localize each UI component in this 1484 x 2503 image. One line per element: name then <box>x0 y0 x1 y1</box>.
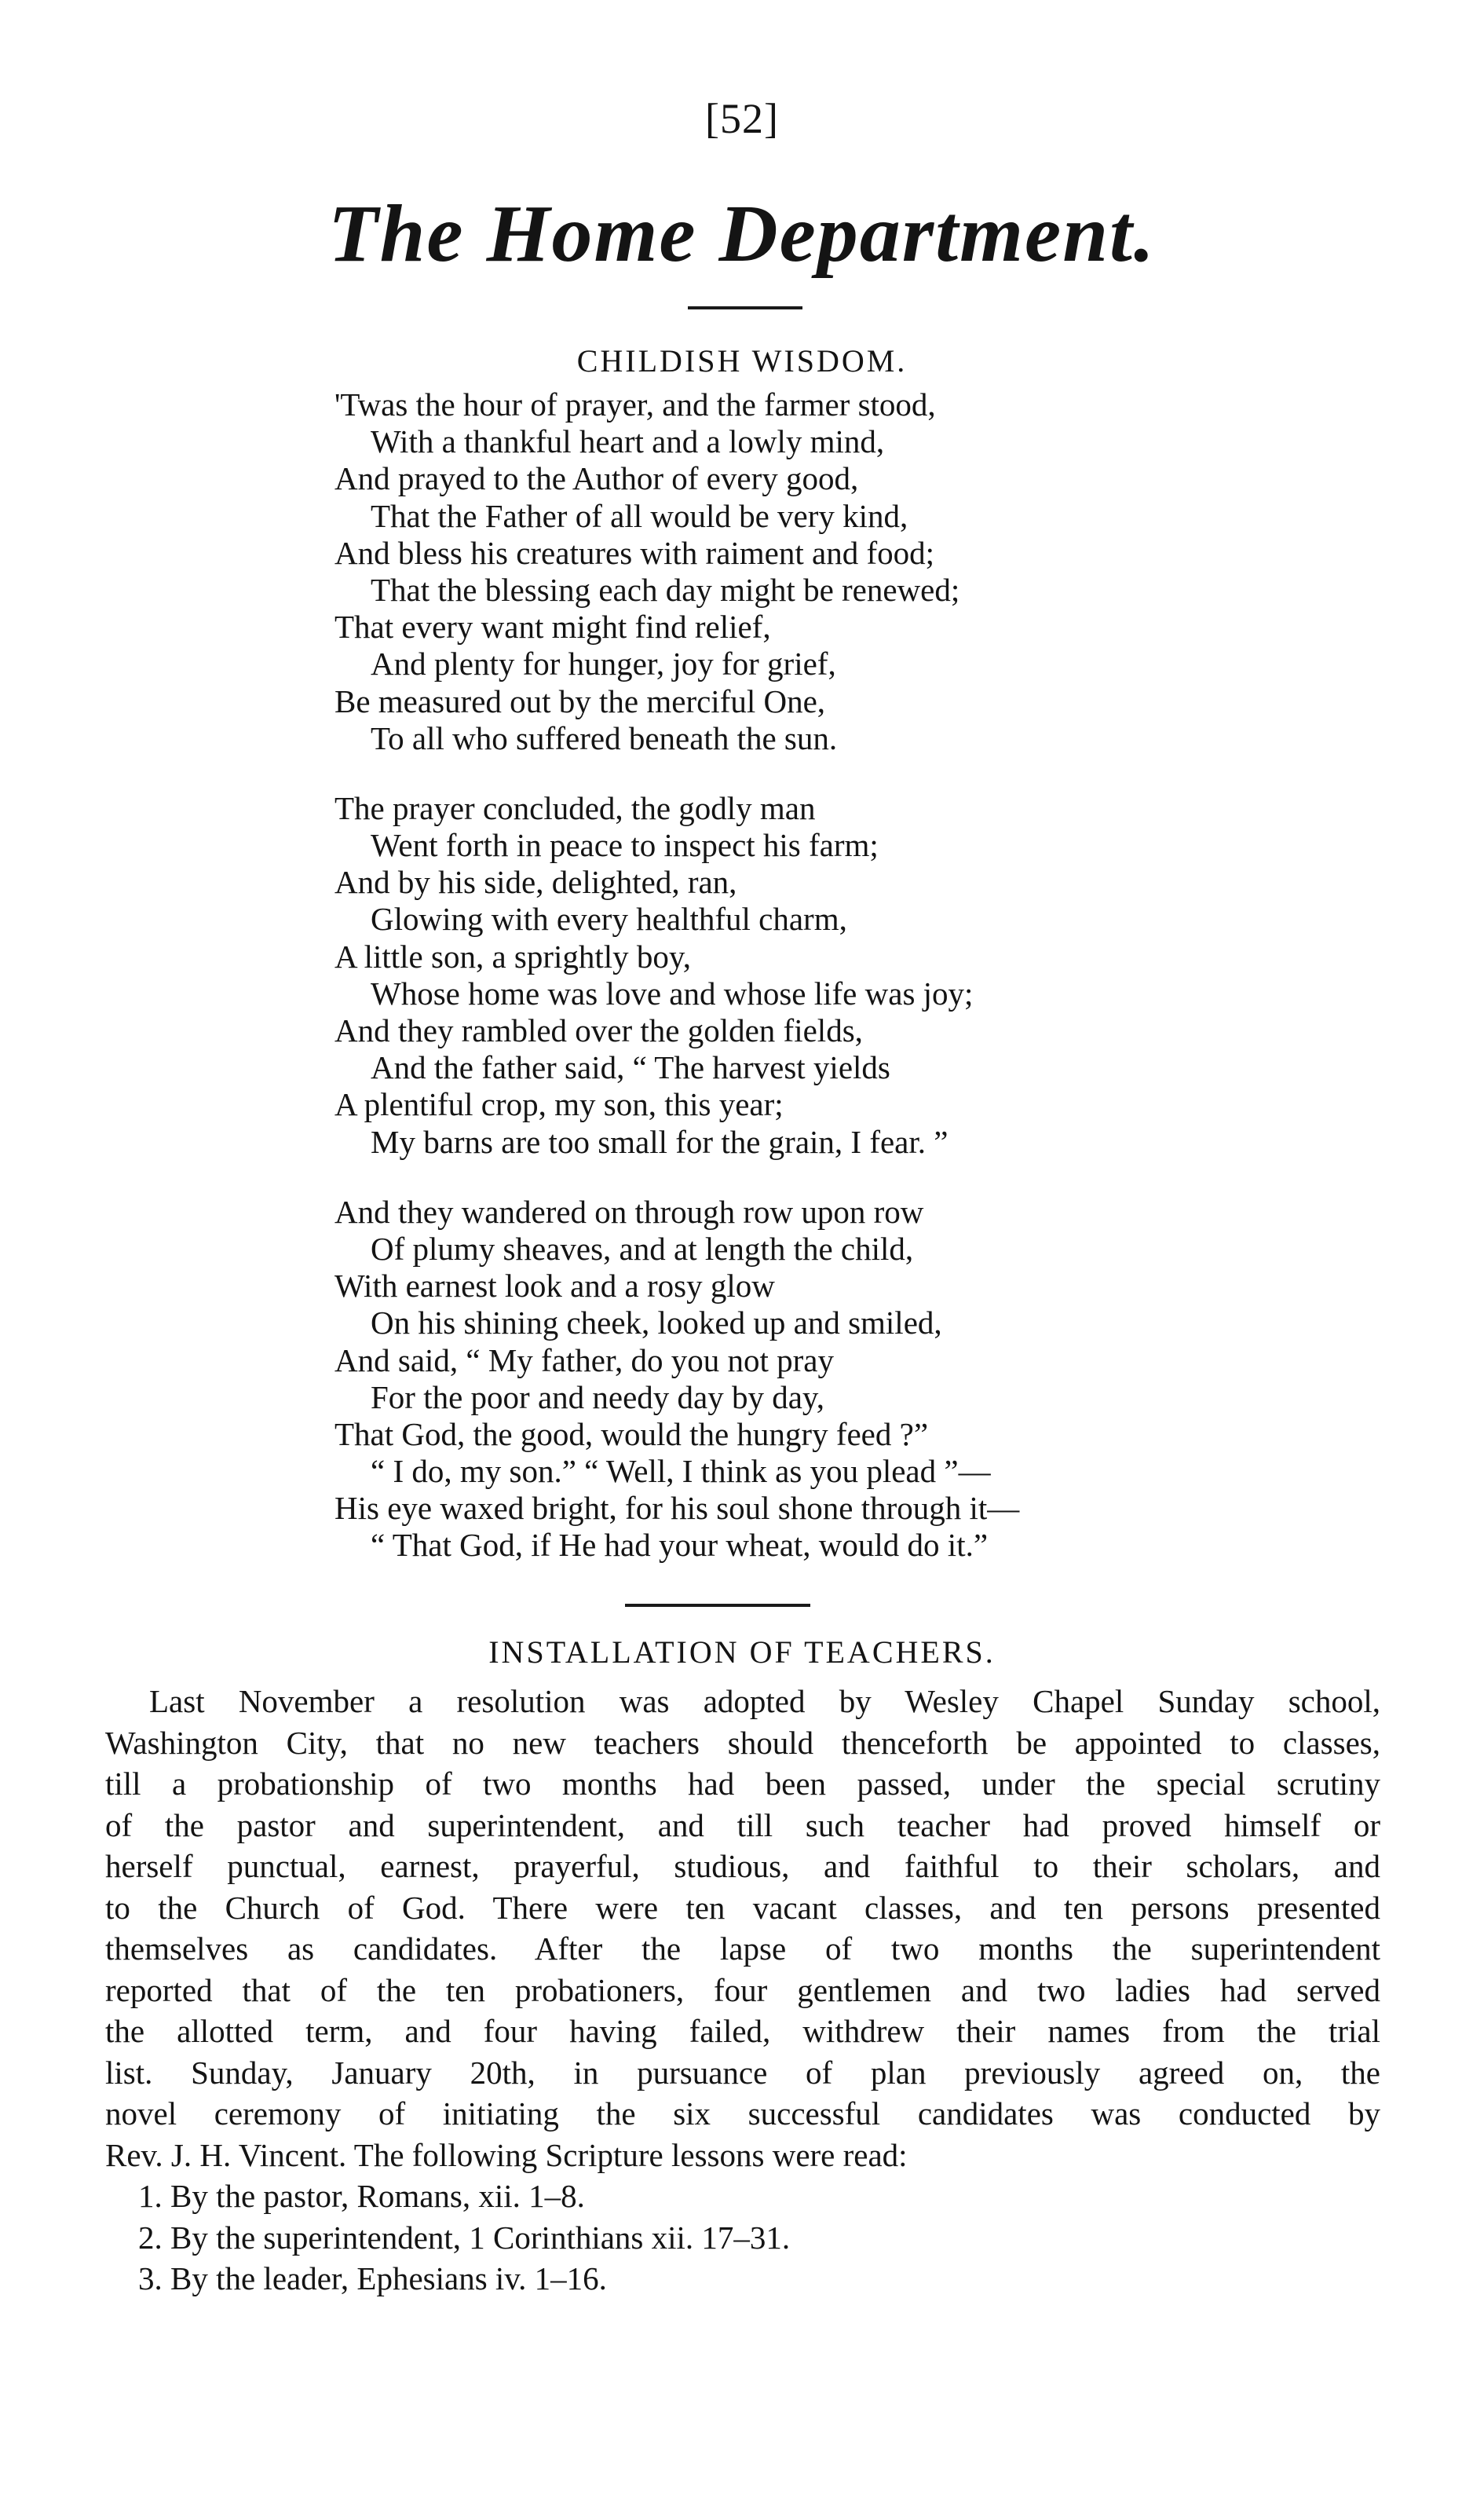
article-line: of the pastor and superintendent, and till such teacher had proved himself or <box>105 1806 1380 1843</box>
article-line: the allotted term, and four having failed, withdrew their names from the trial <box>105 2013 1380 2049</box>
lesson-item: 1. By the pastor, Romans, xii. 1–8. <box>138 2178 585 2214</box>
poem-line: With a thankful heart and a lowly mind, <box>371 423 885 460</box>
poem-line: Of plumy sheaves, and at length the child, <box>371 1230 914 1267</box>
poem-line: A plentiful crop, my son, this year; <box>334 1086 784 1123</box>
poem-stanza <box>334 790 1237 1161</box>
poem-line: The prayer concluded, the godly man <box>334 789 816 826</box>
poem-line: Went forth in peace to inspect his farm; <box>371 827 879 864</box>
page-number: [52] <box>705 95 779 142</box>
title-divider <box>688 306 802 309</box>
lesson-item: 3. By the leader, Ephesians iv. 1–16. <box>138 2260 607 2296</box>
poem-line: And plenty for hunger, joy for grief, <box>371 646 836 682</box>
poem-line: A little son, a sprightly boy, <box>334 938 692 975</box>
poem-line: 'Twas the hour of prayer, and the farmer stood, <box>334 386 936 423</box>
poem-line: “ I do, my son.” “ Well, I think as you plead ”— <box>371 1453 991 1490</box>
article-line: themselves as candidates. After the lapse of two months the superintendent <box>105 1930 1380 1967</box>
poem-body <box>334 386 1237 1597</box>
poem-line: That God, the good, would the hungry feed ?” <box>334 1415 929 1452</box>
poem-line: And the father said, “ The harvest yields <box>371 1049 890 1086</box>
article-line: list. Sunday, January 20th, in pursuance of plan previously agreed on, the <box>105 2054 1380 2091</box>
poem-line: “ That God, if He had your wheat, would do it.” <box>371 1527 989 1564</box>
poem-line: With earnest look and a rosy glow <box>334 1268 775 1305</box>
poem-line: And bless his creatures with raiment and food; <box>334 534 935 571</box>
poem-line: Glowing with every healthful charm, <box>371 901 847 938</box>
poem-line: That the Father of all would be very kind, <box>371 497 908 534</box>
poem-line: And said, “ My father, do you not pray <box>334 1341 835 1378</box>
article-line: reported that of the ten probationers, four gentlemen and two ladies had served <box>105 1971 1380 2008</box>
poem-line: And they rambled over the golden fields, <box>334 1012 863 1048</box>
article-line: Rev. J. H. Vincent. The following Scripture lessons were read: <box>105 2136 908 2173</box>
department-title: The Home Department. <box>328 188 1156 279</box>
poem-line: Whose home was love and whose life was joy; <box>371 975 974 1012</box>
article-body <box>105 1681 1380 2300</box>
poem-line: And by his side, delighted, ran, <box>334 864 737 901</box>
article-title: INSTALLATION OF TEACHERS. <box>488 1634 996 1670</box>
article-line: Washington City, that no new teachers should thenceforth be appointed to classes, <box>105 1724 1380 1761</box>
poem-line: Be measured out by the merciful One, <box>334 682 826 719</box>
poem-title: CHILDISH WISDOM. <box>576 343 908 379</box>
lesson-item: 2. By the superintendent, 1 Corinthians xii. 17–31. <box>138 2219 791 2256</box>
poem-line: His eye waxed bright, for his soul shone through it— <box>334 1490 1020 1527</box>
article-line: novel ceremony of initiating the six successful candidates was conducted by <box>105 2095 1380 2132</box>
article-line: herself punctual, earnest, prayerful, studious, and faithful to their scholars, and <box>105 1848 1380 1884</box>
poem-line: And they wandered on through row upon row <box>334 1193 924 1230</box>
article-line: to the Church of God. There were ten vacant classes, and ten persons presented <box>105 1889 1380 1926</box>
poem-stanza <box>334 1194 1237 1564</box>
poem-line: That every want might find relief, <box>334 609 771 646</box>
poem-line: My barns are too small for the grain, I fear. ” <box>371 1123 949 1160</box>
article-line: Last November a resolution was adopted by Wesley Chapel Sunday school, <box>149 1683 1380 1719</box>
section-divider <box>625 1604 810 1607</box>
poem-stanza <box>334 386 1237 757</box>
poem-line: For the poor and needy day by day, <box>371 1378 825 1415</box>
poem-line: On his shining cheek, looked up and smiled, <box>371 1305 942 1341</box>
poem-line: That the blessing each day might be renewed; <box>371 571 960 608</box>
article-line: till a probationship of two months had been passed, under the special scrutiny <box>105 1766 1380 1802</box>
poem-line: And prayed to the Author of every good, <box>334 460 859 497</box>
poem-line: To all who suffered beneath the sun. <box>371 719 838 756</box>
